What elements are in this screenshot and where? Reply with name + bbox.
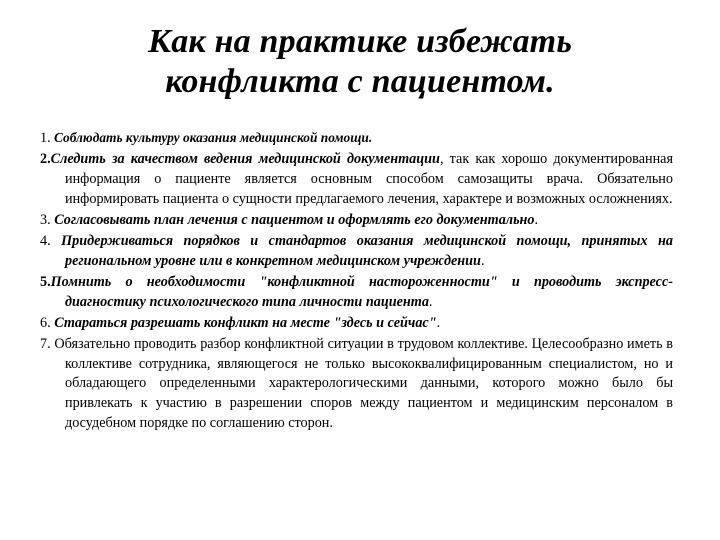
item-text: .: [480, 252, 485, 269]
slide-title-line1: Как на практике избежать: [147, 23, 573, 60]
item-number: 6.: [40, 314, 51, 331]
item-number: 3.: [40, 211, 51, 228]
item-number: 4.: [40, 232, 51, 249]
item-emphasis: Помнить о необходимости "конфликтной настороженности" и проводить экспресс-диагностику психологического типа личности пациента: [50, 273, 673, 310]
item-text: .: [436, 314, 441, 331]
item-number: 5.: [40, 273, 51, 290]
list-item: [40, 150, 673, 209]
item-text: .: [428, 293, 433, 310]
item-number: 2.: [40, 151, 51, 168]
list-item: [40, 232, 673, 272]
slide-title: [0, 22, 720, 102]
slide-title-line2: конфликта с пациентом.: [165, 63, 555, 100]
item-number: 1.: [40, 130, 51, 146]
item-emphasis: Соблюдать культуру оказания медицинской помощи.: [50, 130, 373, 145]
item-text: .: [534, 211, 539, 228]
list-item: [40, 128, 673, 149]
list-item: [40, 273, 673, 313]
item-emphasis: Следить за качеством ведения медицинской документации: [50, 151, 440, 168]
item-text: Обязательно проводить разбор конфликтной ситуации в трудовом коллективе. Целесообразно иметь в коллективе сотрудника, являющегося не только высококвалифицированным специалистом, но и обладающего определенными характерологическими данными, которого можно было бы привлекать к участию в разрешении споров между пациентом и медицинским персоналом в досудебном порядке по соглашению сторон.: [50, 335, 673, 431]
item-emphasis: Стараться разрешать конфликт на месте "здесь и сейчас": [50, 314, 437, 331]
item-text: , так как хорошо документированная информация о пациенте является основным способом самозащиты врача. Обязательно информировать пациента о сущности предлагаемого лечения, характере и возможных осложнениях.: [65, 151, 673, 207]
recommendations-list: [40, 128, 673, 435]
item-emphasis: Придерживаться порядков и стандартов оказания медицинской помощи, принятых на региональном уровне или в конкретном медицинском учреждении: [50, 232, 673, 269]
item-emphasis: Согласовывать план лечения с пациентом и оформлять его документально: [50, 211, 535, 228]
list-item: [40, 314, 673, 334]
list-item: [40, 211, 673, 231]
item-number: 7.: [40, 335, 51, 352]
list-item: [40, 335, 673, 434]
